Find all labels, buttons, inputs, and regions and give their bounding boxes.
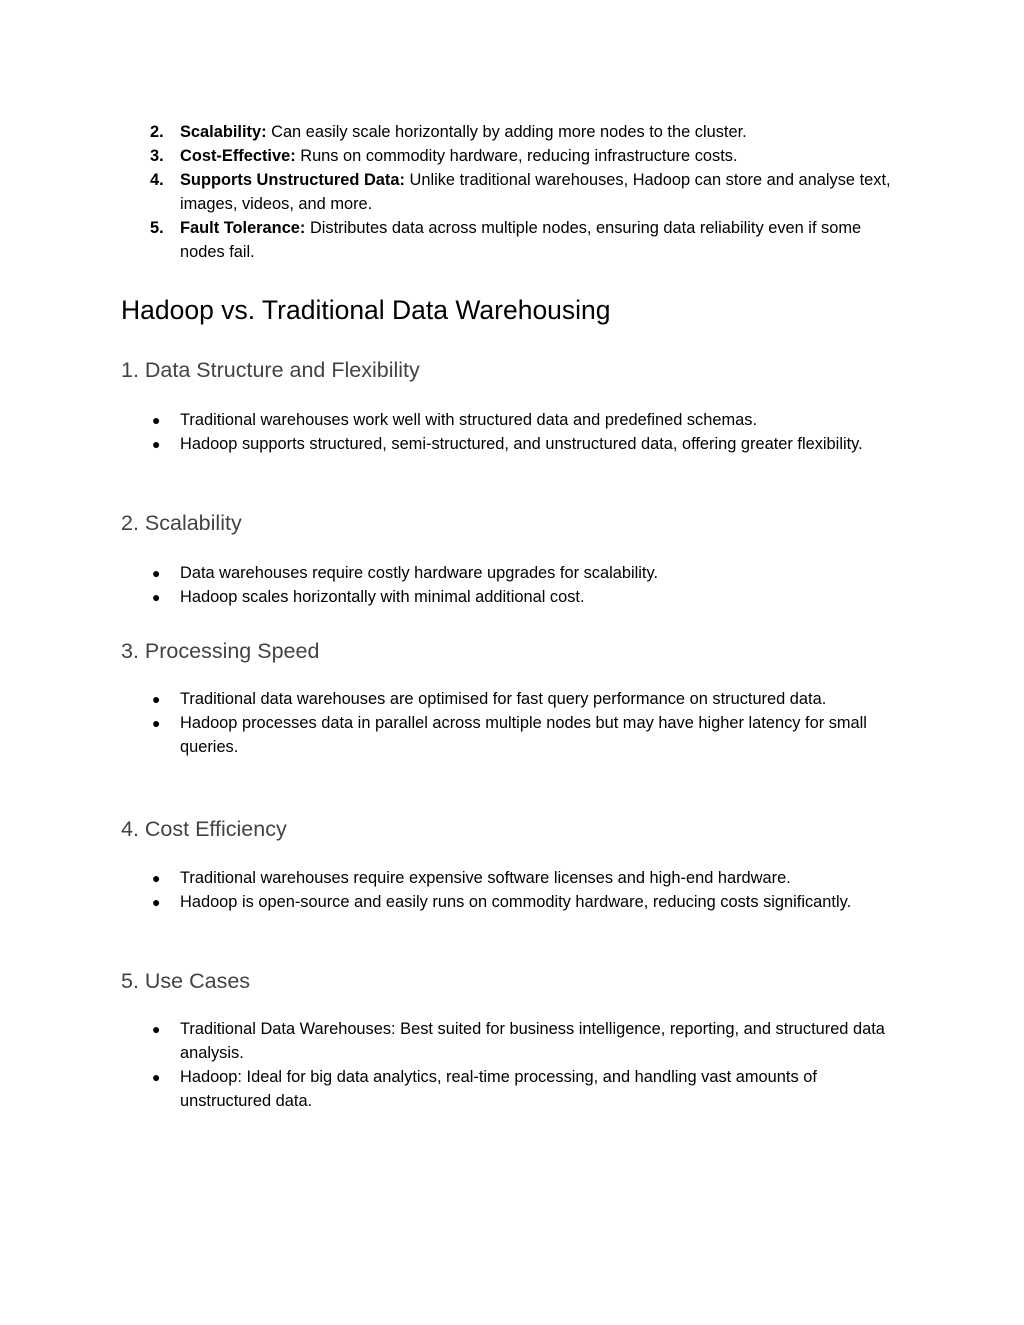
bullet-text: Traditional data warehouses are optimised for fast query performance on structured data. [180, 690, 827, 708]
bullet-item [121, 1017, 901, 1065]
bullet-item [121, 561, 901, 585]
bullet-icon: ● [152, 870, 161, 886]
bullet-text: Hadoop processes data in parallel across multiple nodes but may have higher latency for small queries. [180, 714, 867, 756]
list-item-term: Fault Tolerance: [180, 219, 306, 237]
list-item-term: Supports Unstructured Data: [180, 171, 405, 189]
bullet-list [121, 866, 901, 914]
section-heading: 1. Data Structure and Flexibility [121, 358, 420, 382]
bullet-list [121, 561, 901, 609]
bullet-text: Hadoop scales horizontally with minimal additional cost. [180, 588, 585, 606]
list-number: 4. [150, 171, 164, 189]
bullet-icon: ● [152, 412, 161, 428]
bullet-item [121, 432, 901, 456]
bullet-item [121, 1065, 901, 1113]
list-item-term: Scalability: [180, 123, 267, 141]
list-number: 2. [150, 123, 164, 141]
bullet-text: Hadoop is open-source and easily runs on commodity hardware, reducing costs significantly. [180, 893, 852, 911]
list-item-text: Unlike traditional warehouses, Hadoop can store and analyse text, images, videos, and more. [180, 171, 891, 213]
list-item-text: Distributes data across multiple nodes, ensuring data reliability even if some nodes fail. [180, 219, 862, 261]
list-item [121, 144, 901, 168]
bullet-icon: ● [152, 589, 161, 605]
bullet-icon: ● [152, 1021, 161, 1037]
section-heading: 3. Processing Speed [121, 639, 320, 663]
list-item-term: Cost-Effective: [180, 147, 296, 165]
list-number: 5. [150, 219, 164, 237]
bullet-icon: ● [152, 715, 161, 731]
advantages-list [121, 120, 901, 264]
list-item [121, 168, 901, 216]
bullet-list [121, 1017, 901, 1113]
bullet-icon: ● [152, 691, 161, 707]
bullet-text: Hadoop supports structured, semi-structured, and unstructured data, offering greater flexibility. [180, 435, 863, 453]
bullet-item [121, 866, 901, 890]
bullet-text: Traditional Data Warehouses: Best suited for business intelligence, reporting, and structured data analysis. [180, 1020, 885, 1062]
section-heading: 5. Use Cases [121, 969, 251, 993]
list-number: 3. [150, 147, 164, 165]
bullet-icon: ● [152, 1069, 161, 1085]
list-item-text: Can easily scale horizontally by adding more nodes to the cluster. [266, 123, 747, 141]
bullet-item [121, 687, 901, 711]
bullet-text: Data warehouses require costly hardware upgrades for scalability. [180, 564, 658, 582]
bullet-text: Hadoop: Ideal for big data analytics, real-time processing, and handling vast amounts of unstructured data. [180, 1068, 817, 1110]
main-heading: Hadoop vs. Traditional Data Warehousing [121, 295, 611, 325]
bullet-text: Traditional warehouses require expensive software licenses and high-end hardware. [180, 869, 791, 887]
section-heading: 4. Cost Efficiency [121, 817, 287, 841]
bullet-list [121, 687, 901, 759]
bullet-item [121, 585, 901, 609]
list-item [121, 120, 901, 144]
bullet-icon: ● [152, 565, 161, 581]
list-item-text: Runs on commodity hardware, reducing infrastructure costs. [295, 147, 738, 165]
bullet-icon: ● [152, 436, 161, 452]
bullet-item [121, 890, 901, 914]
bullet-text: Traditional warehouses work well with structured data and predefined schemas. [180, 411, 758, 429]
bullet-item [121, 408, 901, 432]
bullet-list [121, 408, 901, 456]
bullet-icon: ● [152, 894, 161, 910]
list-item [121, 216, 901, 264]
section-heading: 2. Scalability [121, 511, 242, 535]
bullet-item [121, 711, 901, 759]
